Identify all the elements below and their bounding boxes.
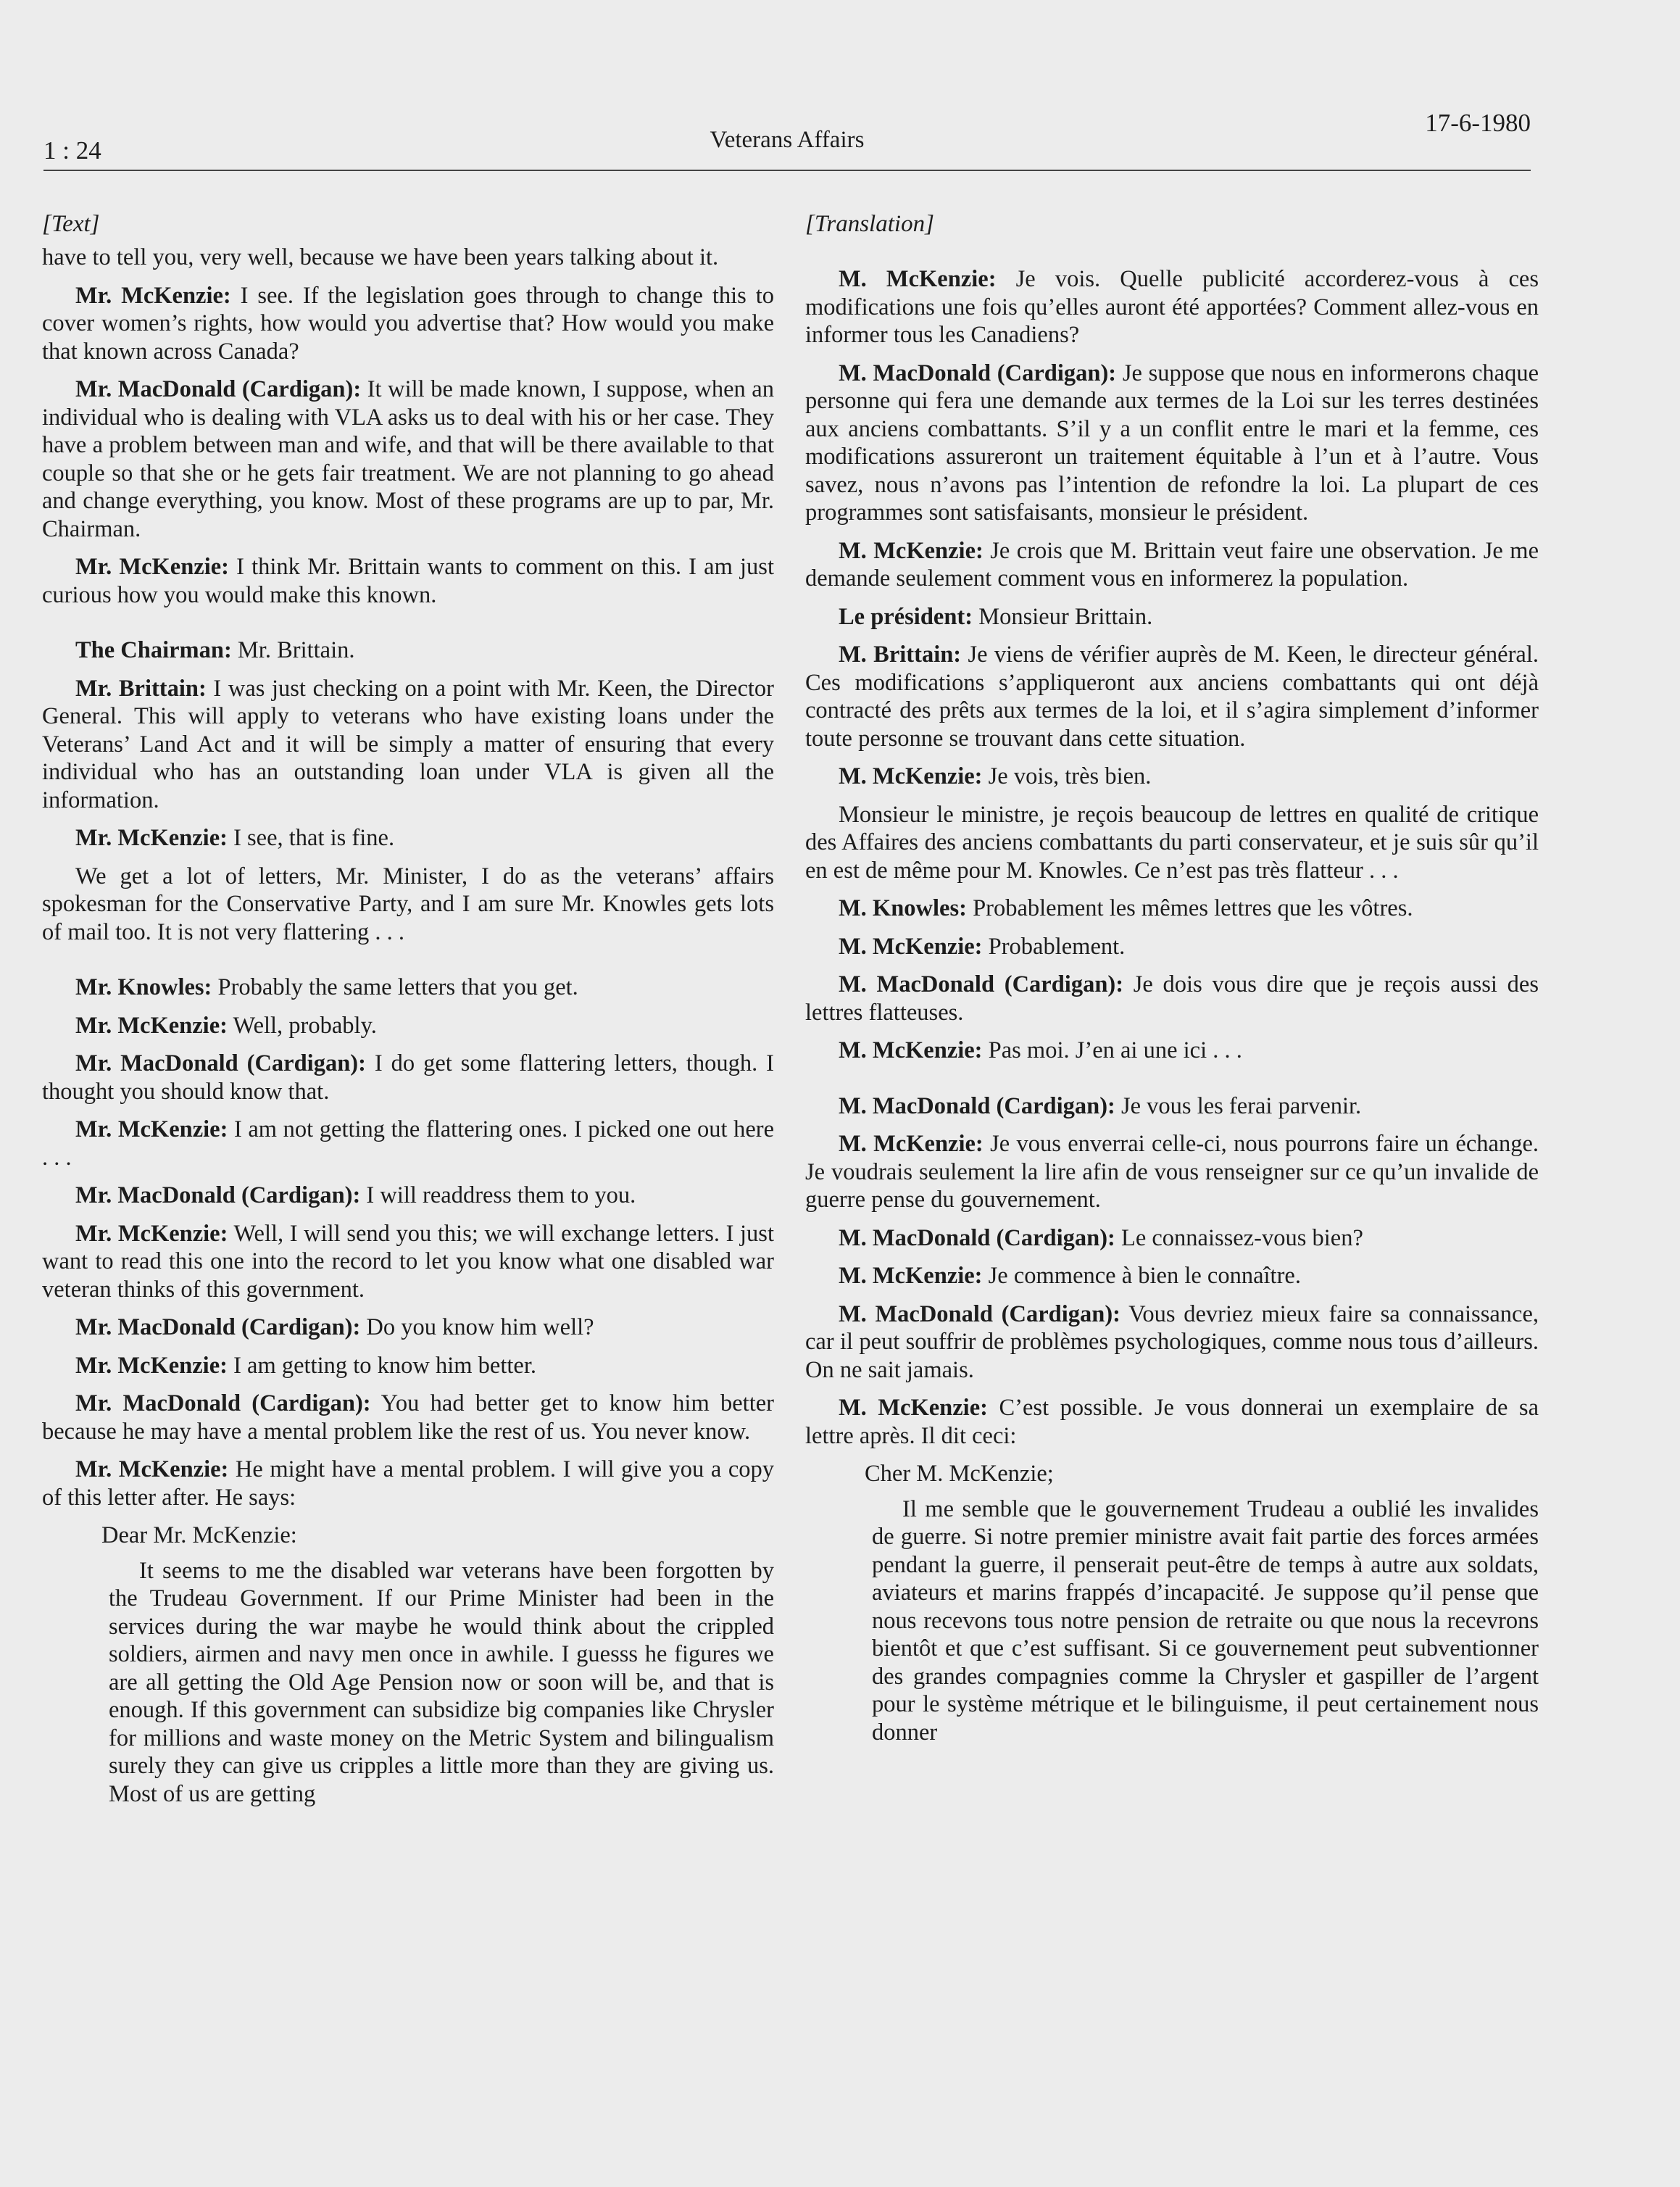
speaker-name: M. McKenzie:: [839, 1395, 988, 1421]
speaker-name: M. McKenzie:: [839, 537, 984, 564]
speech-text: You had better get to know him better because he may have a mental problem like the rest of us. You never know.: [42, 1390, 774, 1445]
speaker-name: Mr. McKenzie:: [75, 1220, 228, 1247]
speech-text: It will be made known, I suppose, when an individual who is dealing with VLA asks us to deal with his or her case. They have a problem between man and wife, and that will be there available to that couple so that she or he gets fair treatment. We are not planning to go ahead and change everything, you know. Most of these programs are up to par, Mr. Chairman.: [42, 376, 774, 542]
speaker-turn: [42, 1220, 774, 1304]
speech-text: Je viens de vérifier auprès de M. Keen, le directeur général. Ces modifications s’appliqueront aux anciens combattants qui ont déjà contracté des prêts aux termes de la loi, et il s’agira simplement d’informer toute personne se trouvant dans cette situation.: [805, 642, 1539, 752]
speaker-turn: [42, 282, 774, 366]
speaker-name: M. Brittain:: [839, 642, 962, 668]
speaker-name: M. MacDonald (Cardigan):: [839, 1300, 1120, 1327]
speech-text: Vous devriez mieux faire sa connaissance, car il peut souffrir de problèmes psychologiques, comme nous tous d’ailleurs. On ne sait jamais.: [805, 1300, 1539, 1383]
speaker-name: M. McKenzie:: [839, 763, 983, 789]
speaker-name: Mr. McKenzie:: [75, 1012, 228, 1039]
speaker-name: M. McKenzie:: [839, 266, 997, 292]
speaker-turn: [805, 641, 1539, 752]
translation-marker: [Translation]: [805, 211, 934, 237]
speaker-turn: [805, 1130, 1539, 1214]
speaker-turn: [805, 933, 1539, 961]
speaker-name: Mr. McKenzie:: [75, 825, 228, 851]
text-marker: [Text]: [42, 211, 100, 237]
speaker-name: Le président:: [839, 603, 973, 630]
speaker-turn: [805, 603, 1539, 631]
speaker-turn: [42, 553, 774, 609]
speech-text: C’est possible. Je vous donnerai un exemplaire de sa lettre après. Il dit ceci:: [805, 1395, 1539, 1449]
header-date: 17-6-1980: [1425, 109, 1531, 137]
speech-text: Monsieur Brittain.: [973, 603, 1153, 630]
speaker-name: Mr. MacDonald (Cardigan):: [75, 1182, 361, 1208]
speech-text: I think Mr. Brittain wants to comment on this. I am just curious how you would make this known.: [42, 554, 774, 608]
speech-text: We get a lot of letters, Mr. Minister, I do as the veterans’ affairs spokesman for the Conservative Party, and I am sure Mr. Knowles gets lots of mail too. It is not very flattering . . .: [42, 863, 774, 945]
speech-text: Monsieur le ministre, je reçois beaucoup de lettres en qualité de critique des Affaires des anciens combattants du parti conservateur, et je suis sûr qu’il en est de même pour M. Knowles. Ce n’est pas très flatteur . . .: [805, 801, 1539, 884]
speaker-name: Mr. McKenzie:: [75, 1456, 229, 1482]
speaker-name: Mr. McKenzie:: [75, 1352, 228, 1379]
speech-text: He might have a mental problem. I will give you a copy of this letter after. He says:: [42, 1456, 774, 1511]
page-header: [43, 109, 1531, 175]
speech-text: Mr. Brittain.: [231, 637, 355, 663]
speech-text: Je vous les ferai parvenir.: [1115, 1092, 1362, 1119]
speaker-turn: [805, 971, 1539, 1026]
speaker-turn: [42, 375, 774, 543]
speech-text: Probablement les mêmes lettres que les vôtres.: [966, 895, 1413, 921]
running-title: Veterans Affairs: [710, 127, 865, 153]
speaker-name: M. McKenzie:: [839, 1037, 983, 1063]
speech-text: I see, that is fine.: [227, 825, 395, 851]
speaker-turn: [42, 824, 774, 852]
speaker-name: Mr. Knowles:: [75, 974, 212, 1000]
speech-text: Probablement.: [982, 933, 1126, 960]
speaker-name: M. MacDonald (Cardigan):: [839, 971, 1124, 997]
page-number: 1 : 24: [43, 136, 101, 165]
speech-text: Je crois que M. Brittain veut faire une observation. Je me demande seulement comment vous en informerez la population.: [805, 537, 1539, 592]
speech-text: Pas moi. J’en ai une ici . . .: [982, 1037, 1242, 1063]
speaker-name: M. McKenzie:: [839, 933, 983, 960]
speech-text: Je vous enverrai celle-ci, nous pourrons faire un échange. Je voudrais seulement la lire afin de vous renseigner sur ce qu’un invalide de guerre pense du gouvernement.: [805, 1131, 1539, 1213]
speaker-turn: [805, 1037, 1539, 1065]
speaker-name: M. MacDonald (Cardigan):: [839, 360, 1117, 386]
speaker-turn: [805, 1224, 1539, 1253]
speaker-turn: [805, 1092, 1539, 1121]
english-column: [42, 204, 774, 1818]
speech-text: I am getting to know him better.: [227, 1352, 536, 1379]
speaker-turn: [42, 974, 774, 1002]
speaker-turn: [42, 1182, 774, 1210]
speaker-name: M. McKenzie:: [839, 1131, 984, 1157]
body-paragraph: [42, 863, 774, 947]
speaker-turn: [805, 763, 1539, 791]
speech-text: I am not getting the flattering ones. I picked one out here . . .: [42, 1116, 774, 1171]
speaker-turn: [805, 537, 1539, 593]
speaker-turn: [42, 636, 774, 665]
letter-salutation: Dear Mr. McKenzie:: [101, 1522, 297, 1548]
speech-text: Je vois. Quelle publicité accorderez-vous à ces modifications une fois qu’elles auront été apportées? Comment allez-vous en informer tous les Canadiens?: [805, 266, 1539, 348]
french-column: [805, 204, 1539, 1756]
speaker-name: Mr. McKenzie:: [75, 282, 231, 309]
speaker-turn: [805, 895, 1539, 923]
speech-text: Well, I will send you this; we will exchange letters. I just want to read this one into the record to let you know what one disabled war veteran thinks of this government.: [42, 1220, 774, 1303]
speaker-turn: [805, 1262, 1539, 1290]
speaker-turn: [805, 265, 1539, 349]
letter-body: Il me semble que le gouvernement Trudeau a oublié les invalides de guerre. Si notre premier ministre avait fait partie des forces armées pendant la guerre, il penserait peut-être de temps à autre aux soldats, aviateurs et marins frappés d’incapacité. Je suppose qu’il pense que nous recevons tous notre pension de retraite ou que nous la recevrons bientôt et que c’est suffisant. Si ce gouvernement peut subventionner des grandes compagnies comme la Chrysler et gaspiller de l’argent pour le système métrique et le bilinguisme, il peut certainement nous donner: [872, 1495, 1539, 1746]
speaker-turn: [42, 675, 774, 815]
speaker-turn: [42, 1050, 774, 1105]
speaker-name: Mr. Brittain:: [75, 675, 207, 702]
speech-text: I see. If the legislation goes through to change this to cover women’s rights, how would you advertise that? How would you make that known across Canada?: [42, 282, 774, 365]
speaker-name: M. Knowles:: [839, 895, 967, 921]
speaker-name: M. MacDonald (Cardigan):: [839, 1092, 1115, 1119]
speaker-turn: [42, 1012, 774, 1040]
letter-salutation: Cher M. McKenzie;: [865, 1461, 1054, 1487]
speech-text: I do get some flattering letters, though. I thought you should know that.: [42, 1050, 774, 1105]
speech-text: Well, probably.: [227, 1012, 377, 1039]
speech-text: Je dois vous dire que je reçois aussi des lettres flatteuses.: [805, 971, 1539, 1026]
speaker-turn: [805, 360, 1539, 527]
speaker-name: Mr. MacDonald (Cardigan):: [75, 1314, 361, 1340]
speaker-name: Mr. MacDonald (Cardigan):: [75, 1390, 371, 1416]
body-paragraph: [805, 801, 1539, 885]
speaker-name: The Chairman:: [75, 637, 232, 663]
speech-text: Probably the same letters that you get.: [212, 974, 578, 1000]
speech-text: Do you know him well?: [360, 1314, 594, 1340]
speech-text: Je suppose que nous en informerons chaque personne qui fera une demande aux termes de la Loi sur les terres destinées aux anciens combattants. S’il y a un conflit entre le mari et la femme, ces modifications assureront un traitement équitable à l’un et à l’autre. Vous savez, nous n’avons pas l’intention de refondre la loi. La plupart de ces programmes sont satisfaisants, monsieur le président.: [805, 360, 1539, 526]
continuation-paragraph: have to tell you, very well, because we have been years talking about it.: [42, 244, 719, 270]
speaker-name: Mr. McKenzie:: [75, 554, 229, 580]
speech-text: Je vois, très bien.: [982, 763, 1152, 789]
speaker-turn: [805, 1300, 1539, 1385]
speech-text: Le connaissez-vous bien?: [1115, 1224, 1363, 1251]
speaker-turn: [42, 1456, 774, 1511]
speaker-turn: [42, 1314, 774, 1342]
speaker-name: Mr. McKenzie:: [75, 1116, 228, 1142]
speech-text: Je commence à bien le connaître.: [982, 1263, 1301, 1289]
speaker-name: M. MacDonald (Cardigan):: [839, 1224, 1115, 1251]
speaker-turn: [42, 1116, 774, 1171]
header-rule: [43, 170, 1531, 171]
speaker-name: Mr. MacDonald (Cardigan):: [75, 1050, 366, 1076]
speaker-name: M. McKenzie:: [839, 1263, 983, 1289]
speech-text: I was just checking on a point with Mr. Keen, the Director General. This will apply to veterans who have existing loans under the Veterans’ Land Act and it will be simply a matter of ensuring that every individual who has an outstanding loan under VLA is given all the information.: [42, 675, 774, 813]
speaker-name: Mr. MacDonald (Cardigan):: [75, 376, 362, 402]
letter-body: It seems to me the disabled war veterans have been forgotten by the Trudeau Government. If our Prime Minister had been in the services during the war maybe he would think about the crippled soldiers, airmen and navy men once in awhile. I guesss he figures we are all getting the Old Age Pension now or soon will be, and that is enough. If this government can subsidize big companies like Chrysler for millions and waste money on the Metric System and bilingualism surely they can give us cripples a little more than they are giving us. Most of us are getting: [109, 1557, 774, 1807]
speech-text: I will readdress them to you.: [360, 1182, 636, 1208]
speaker-turn: [805, 1394, 1539, 1450]
speaker-turn: [42, 1390, 774, 1445]
speaker-turn: [42, 1352, 774, 1380]
